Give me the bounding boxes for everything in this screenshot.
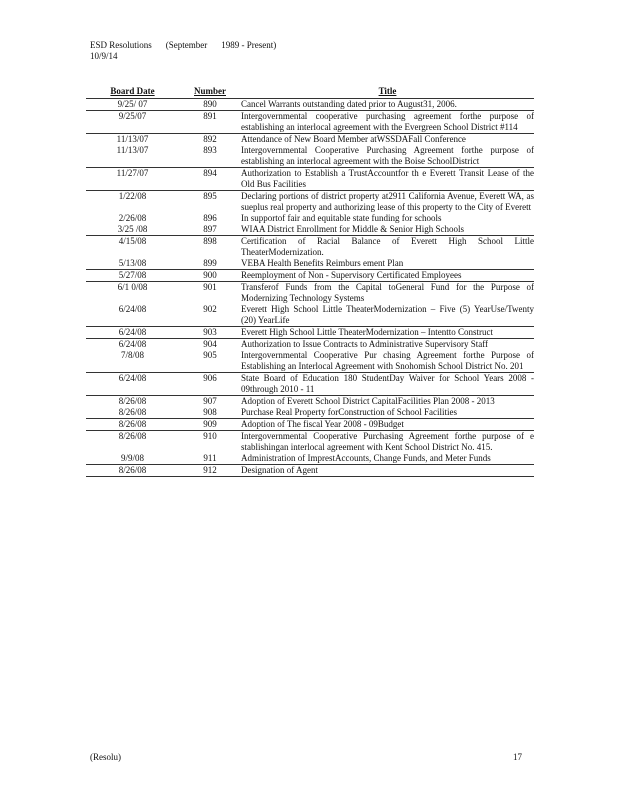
resolution-date: 9/25/07 [86,111,179,134]
resolution-title: Intergovernmental Cooperative Pur chasing Agreement forthe Purpose of Establishing an Interlocal Agreement with Snohomish School District No. 201 [241,350,534,371]
table-row [86,282,534,305]
resolution-number: 907 [179,396,241,408]
resolution-number: 908 [203,407,217,417]
footer-label: (Resolu) [90,752,121,762]
table-row [86,373,534,396]
table-row [86,327,534,339]
resolution-title: Purchase Real Property forConstruction of School Facilities [241,407,457,417]
resolution-title: Cancel Warrants outstanding dated prior to August31, 2006. [241,99,534,111]
resolution-title: Transferof Funds from the Capital toGeneral Fund for the Purpose of Modernizing Technology Systems [241,282,534,303]
table-row [86,111,534,134]
resolution-title: Reemployment of Non - Supervisory Certificated Employees [241,270,534,282]
resolution-date: 6/24/08 [118,304,147,314]
resolution-title: Everett High School Little TheaterModernization – Intentto Construct [241,327,534,339]
resolution-title: Authorization to Establish a TrustAccountfor th e Everett Transit Lease of the Old Bus Facilities [241,168,534,189]
resolution-date: 3/25 /08 [117,224,148,234]
resolution-date: 8/26/08 [86,396,179,408]
resolution-date: 2/26/08 [118,213,147,223]
resolution-number: 912 [179,465,241,477]
table-row [86,419,534,431]
resolution-date: 8/26/08 [86,465,179,477]
table-row [86,168,534,191]
resolution-title: Designation of Agent [241,465,534,477]
resolution-number: 906 [179,373,241,396]
resolution-number: 903 [179,327,241,339]
column-header-title: Title [378,86,397,96]
table-row [86,191,534,214]
table-row [86,236,534,259]
resolution-title: State Board of Education 180 StudentDay Waiver for School Years 2008 - 09through 2010 - 11 [241,373,534,394]
resolution-date: 9/9/08 [120,453,144,463]
resolution-title: Attendance of New Board Member atWSSDAFall Conference [241,134,534,146]
table-header-row [86,86,534,99]
resolution-date: 7/8/08 [120,350,144,360]
header-date: 10/9/14 [90,51,118,61]
resolution-number: 909 [179,419,241,431]
resolution-number: 904 [179,339,241,351]
page-number: 17 [513,752,522,762]
resolution-number: 897 [203,224,217,234]
resolution-number: 892 [179,134,241,146]
table-row [86,270,534,282]
resolution-number: 911 [203,453,217,463]
resolution-date: 6/24/08 [86,327,179,339]
resolutions-table [86,86,534,477]
table-row [86,224,534,236]
resolution-number: 902 [203,304,217,314]
resolution-number: 901 [179,282,241,305]
resolution-number: 899 [203,258,217,268]
table-row [86,99,534,111]
table-row [86,134,534,146]
resolution-date: 9/25/ 07 [86,99,179,111]
table-row [86,396,534,408]
resolution-title: Administration of ImprestAccounts, Change Funds, and Meter Funds [241,453,491,463]
table-row [86,258,534,270]
resolution-date: 4/15/08 [86,236,179,259]
resolution-number: 905 [203,350,217,360]
resolution-title: Intergovernmental Cooperative Purchasing Agreement forthe purpose of e stablishingan interlocal agreement with Kent School District No. 415. [241,431,534,452]
resolution-number: 895 [179,191,241,214]
resolution-title: Everett High School Little TheaterModernization – Five (5) YearUse/Twenty (20) YearLife [241,304,534,325]
resolution-date: 1/22/08 [86,191,179,214]
resolution-title: Adoption of Everett School District CapitalFacilities Plan 2008 - 2013 [241,396,534,408]
resolution-date: 11/27/07 [86,168,179,191]
header-title: ESD Resolutions [90,40,152,50]
page-header [90,40,276,62]
resolution-date: 5/13/08 [118,258,147,268]
resolution-title: Intergovernmental cooperative purchasing agreement forthe purpose of establishing an interlocal agreement with the Evergreen School District #114 [241,111,534,132]
resolution-title: In supportof fair and equitable state funding for schools [241,213,442,223]
resolution-date: 11/13/07 [116,145,149,155]
resolution-title: WIAA District Enrollment for Middle & Senior High Schools [241,224,464,234]
table-row [86,213,534,224]
resolution-number: 893 [203,145,217,155]
resolution-title: Authorization to Issue Contracts to Administrative Supervisory Staff [241,339,534,351]
table-row [86,431,534,454]
header-range-start: (September [165,40,208,50]
resolution-title: Certification of Racial Balance of Everett High School Little TheaterModernization. [241,236,534,257]
resolution-number: 910 [179,431,241,454]
resolution-date: 8/26/08 [86,419,179,431]
resolution-date: 11/13/07 [86,134,179,146]
header-range-end: 1989 - Present) [221,40,277,50]
header-line-1 [90,40,276,51]
table-row [86,407,534,419]
resolution-date: 5/27/08 [86,270,179,282]
resolution-title: VEBA Health Benefits Reimburs ement Plan [241,258,404,268]
resolution-number: 894 [179,168,241,191]
resolution-number: 900 [179,270,241,282]
table-row [86,339,534,351]
resolution-title: Intergovernmental Cooperative Purchasing Agreement forthe purpose of establishing an interlocal agreement with the Boise SchoolDistrict [241,145,534,166]
table-row [86,145,534,168]
resolution-number: 898 [179,236,241,259]
resolution-date: 6/24/08 [86,339,179,351]
table-row [86,465,534,477]
resolution-date: 8/26/08 [118,407,147,417]
resolution-number: 890 [179,99,241,111]
table-row [86,453,534,465]
resolution-number: 896 [203,213,217,223]
column-header-number: Number [194,86,226,96]
resolution-date: 6/24/08 [86,373,179,396]
resolution-date: 6/1 0/08 [86,282,179,305]
resolutions-table-body [86,99,534,477]
resolution-title: Adoption of The fiscal Year 2008 - 09Budget [241,419,534,431]
resolution-title: Declaring portions of district property at2911 California Avenue, Everett WA, as sueplus real property and authorizing lease of this property to the City of Everett [241,191,534,212]
table-row [86,304,534,327]
resolution-number: 891 [179,111,241,134]
column-header-board-date: Board Date [110,86,155,96]
table-row [86,350,534,373]
resolution-date: 8/26/08 [86,431,179,454]
